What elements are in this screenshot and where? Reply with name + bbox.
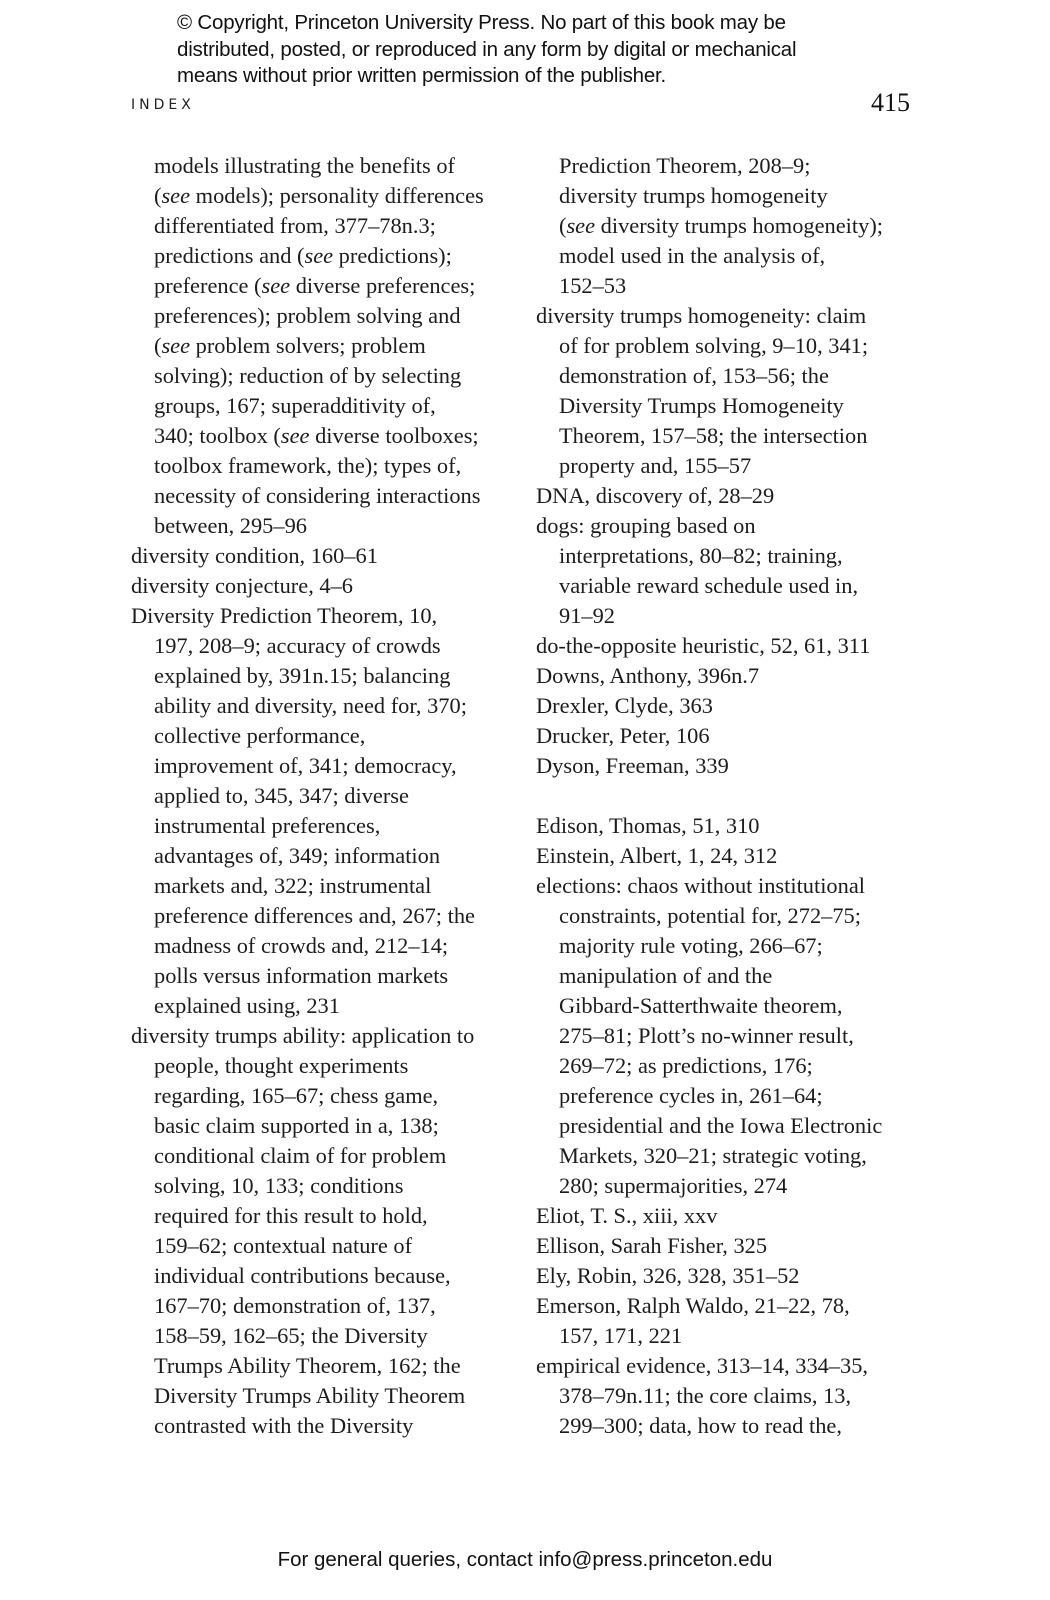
index-entry-line	[536, 301, 936, 331]
entry-text: (	[154, 183, 162, 208]
index-subentry-line	[536, 421, 936, 451]
index-subentry-line	[131, 991, 531, 1021]
index-subentry-line	[536, 601, 936, 631]
see-reference: see	[280, 423, 310, 448]
entry-text: markets and, 322; instrumental	[154, 873, 432, 898]
index-subentry-line	[536, 451, 936, 481]
index-entry-line	[536, 841, 936, 871]
entry-text: variable reward schedule used in,	[559, 573, 859, 598]
entry-text: 159–62; contextual nature of	[154, 1233, 413, 1258]
entry-text: DNA, discovery of, 28–29	[536, 483, 775, 508]
index-subentry-line	[536, 991, 936, 1021]
entry-text: necessity of considering interactions	[154, 483, 481, 508]
entry-text: 167–70; demonstration of, 137,	[154, 1293, 436, 1318]
see-reference: see	[161, 333, 191, 358]
see-reference: see	[566, 213, 596, 238]
entry-text: 152–53	[559, 273, 627, 298]
entry-text: 269–72; as predictions, 176;	[559, 1053, 813, 1078]
entry-text: models); personality differences	[190, 183, 484, 208]
entry-text: 280; supermajorities, 274	[559, 1173, 788, 1198]
index-subentry-line	[131, 361, 531, 391]
index-subentry-line	[131, 1141, 531, 1171]
index-subentry-line	[536, 1141, 936, 1171]
index-subentry-line	[536, 1171, 936, 1201]
entry-text: problem solvers; problem	[190, 333, 426, 358]
entry-text: solving, 10, 133; conditions	[154, 1173, 404, 1198]
see-reference: see	[304, 243, 334, 268]
entry-text: diversity trumps homogeneity);	[595, 213, 883, 238]
entry-text: regarding, 165–67; chess game,	[154, 1083, 439, 1108]
entry-text: explained using, 231	[154, 993, 340, 1018]
index-entry-line	[536, 811, 936, 841]
index-entry-line	[536, 1261, 936, 1291]
copyright-line: means without prior written permission of the publisher.	[177, 64, 667, 87]
index-subentry-line	[131, 271, 531, 301]
entry-text: diversity conjecture, 4–6	[131, 573, 353, 598]
page-number: 415	[871, 88, 910, 117]
entry-text: 197, 208–9; accuracy of crowds	[154, 633, 441, 658]
index-entry-line	[131, 571, 531, 601]
index-subentry-line	[131, 1111, 531, 1141]
index-subentry-line	[131, 1201, 531, 1231]
entry-text: individual contributions because,	[154, 1263, 451, 1288]
entry-text: 158–59, 162–65; the Diversity	[154, 1323, 428, 1348]
entry-text: instrumental preferences,	[154, 813, 381, 838]
entry-text: presidential and the Iowa Electronic	[559, 1113, 883, 1138]
index-subentry-line	[131, 661, 531, 691]
index-subentry-line	[131, 841, 531, 871]
entry-text: majority rule voting, 266–67;	[559, 933, 823, 958]
entry-text: 299–300; data, how to read the,	[559, 1413, 842, 1438]
index-subentry-line	[536, 901, 936, 931]
index-subentry-line	[536, 151, 936, 181]
index-subentry-line	[131, 421, 531, 451]
index-entry-line	[131, 541, 531, 571]
entry-text: toolbox framework, the); types of,	[154, 453, 462, 478]
index-subentry-line	[536, 181, 936, 211]
entry-text: Gibbard-Satterthwaite theorem,	[559, 993, 843, 1018]
entry-text: models illustrating the benefits of	[154, 153, 455, 178]
index-subentry-line	[131, 1081, 531, 1111]
entry-text: diverse toolboxes;	[309, 423, 479, 448]
index-subentry-line	[131, 871, 531, 901]
entry-text: empirical evidence, 313–14, 334–35,	[536, 1353, 869, 1378]
index-entry-line	[536, 1351, 936, 1381]
index-subentry-line	[536, 961, 936, 991]
entry-text: Diversity Prediction Theorem, 10,	[131, 603, 438, 628]
index-subentry-line	[131, 1291, 531, 1321]
entry-text: predictions);	[333, 243, 452, 268]
index-subentry-line	[536, 391, 936, 421]
index-entry-line	[536, 721, 936, 751]
entry-text: people, thought experiments	[154, 1053, 409, 1078]
entry-text: diversity trumps ability: application to	[131, 1023, 475, 1048]
entry-text: Diversity Trumps Homogeneity	[559, 393, 844, 418]
entry-text: conditional claim of for problem	[154, 1143, 447, 1168]
copyright-notice	[177, 10, 897, 90]
index-subentry-line	[131, 1171, 531, 1201]
index-subentry-line	[536, 271, 936, 301]
index-subentry-line	[131, 181, 531, 211]
entry-text: Ellison, Sarah Fisher, 325	[536, 1233, 768, 1258]
index-subentry-line	[536, 241, 936, 271]
index-entry-line	[536, 691, 936, 721]
index-column-right	[536, 151, 936, 1441]
index-subentry-line	[131, 811, 531, 841]
index-subentry-line	[536, 541, 936, 571]
index-subentry-line	[131, 721, 531, 751]
index-entry-line	[536, 481, 936, 511]
entry-text: (	[154, 333, 162, 358]
entry-text: improvement of, 341; democracy,	[154, 753, 457, 778]
index-subentry-line	[131, 331, 531, 361]
entry-text: elections: chaos without institutional	[536, 873, 865, 898]
entry-text: preference (	[154, 273, 262, 298]
entry-text: Dyson, Freeman, 339	[536, 753, 729, 778]
index-subentry-line	[131, 691, 531, 721]
index-subentry-line	[131, 1231, 531, 1261]
entry-text: basic claim supported in a, 138;	[154, 1113, 439, 1138]
entry-text: interpretations, 80–82; training,	[559, 543, 843, 568]
entry-text: ability and diversity, need for, 370;	[154, 693, 467, 718]
index-subentry-line	[131, 511, 531, 541]
entry-text: applied to, 345, 347; diverse	[154, 783, 409, 808]
entry-text: Einstein, Albert, 1, 24, 312	[536, 843, 778, 868]
entry-text: demonstration of, 153–56; the	[559, 363, 829, 388]
index-subentry-line	[536, 1321, 936, 1351]
entry-text: dogs: grouping based on	[536, 513, 756, 538]
entry-text: predictions and (	[154, 243, 305, 268]
index-column-left	[131, 151, 531, 1441]
index-entry-line	[536, 1231, 936, 1261]
copyright-line: © Copyright, Princeton University Press. No part of this book may be	[177, 11, 786, 34]
entry-text: Diversity Trumps Ability Theorem	[154, 1383, 466, 1408]
index-entry-line	[536, 871, 936, 901]
index-subentry-line	[131, 931, 531, 961]
index-subentry-line	[536, 1081, 936, 1111]
index-subentry-line	[131, 631, 531, 661]
entry-text: advantages of, 349; information	[154, 843, 441, 868]
entry-text: diverse preferences;	[290, 273, 476, 298]
entry-text: Eliot, T. S., xiii, xxv	[536, 1203, 718, 1228]
index-entry-line	[131, 601, 531, 631]
entry-text: Theorem, 157–58; the intersection	[559, 423, 868, 448]
entry-text: Drucker, Peter, 106	[536, 723, 710, 748]
index-subentry-line	[131, 481, 531, 511]
entry-text: differentiated from, 377–78n.3;	[154, 213, 436, 238]
entry-text: preference cycles in, 261–64;	[559, 1083, 823, 1108]
see-reference: see	[161, 183, 191, 208]
index-subentry-line	[131, 391, 531, 421]
index-entry-line	[536, 751, 936, 781]
index-subentry-line	[536, 361, 936, 391]
index-subentry-line	[131, 1381, 531, 1411]
index-subentry-line	[536, 331, 936, 361]
entry-text: preference differences and, 267; the	[154, 903, 475, 928]
index-subentry-line	[131, 211, 531, 241]
entry-text: manipulation of and the	[559, 963, 773, 988]
index-subentry-line	[131, 961, 531, 991]
index-subentry-line	[131, 301, 531, 331]
running-head: INDEX	[131, 97, 195, 113]
entry-text: Edison, Thomas, 51, 310	[536, 813, 760, 838]
copyright-line: distributed, posted, or reproduced in any form by digital or mechanical	[177, 37, 797, 61]
index-subentry-line	[536, 1111, 936, 1141]
entry-text: Prediction Theorem, 208–9;	[559, 153, 811, 178]
index-subentry-line	[131, 151, 531, 181]
entry-text: 157, 171, 221	[559, 1323, 683, 1348]
entry-text: 340; toolbox (	[154, 423, 281, 448]
entry-text: Markets, 320–21; strategic voting,	[559, 1143, 867, 1168]
entry-text: solving); reduction of by selecting	[154, 363, 462, 388]
entry-text: Drexler, Clyde, 363	[536, 693, 713, 718]
index-subentry-line	[536, 1411, 936, 1441]
index-subentry-line	[536, 1051, 936, 1081]
entry-text: required for this result to hold,	[154, 1203, 428, 1228]
entry-text: model used in the analysis of,	[559, 243, 826, 268]
index-subentry-line	[536, 1381, 936, 1411]
entry-text: between, 295–96	[154, 513, 307, 538]
entry-text: Downs, Anthony, 396n.7	[536, 663, 760, 688]
index-subentry-line	[131, 241, 531, 271]
entry-text: polls versus information markets	[154, 963, 449, 988]
entry-text: preferences); problem solving and	[154, 303, 461, 328]
entry-text: (	[559, 213, 567, 238]
entry-text: Ely, Robin, 326, 328, 351–52	[536, 1263, 800, 1288]
index-subentry-line	[536, 1021, 936, 1051]
entry-text: property and, 155–57	[559, 453, 752, 478]
index-subentry-line	[536, 931, 936, 961]
index-entry-line	[131, 1021, 531, 1051]
index-entry-line	[536, 661, 936, 691]
index-subentry-line	[131, 1411, 531, 1441]
footer-contact: For general queries, contact info@press.princeton.edu	[277, 1548, 773, 1571]
index-subentry-line	[131, 1261, 531, 1291]
entry-text: of for problem solving, 9–10, 341;	[559, 333, 869, 358]
letter-section-gap	[536, 781, 936, 811]
entry-text: diversity trumps homogeneity	[559, 183, 828, 208]
entry-text: Emerson, Ralph Waldo, 21–22, 78,	[536, 1293, 850, 1318]
index-entry-line	[536, 1291, 936, 1321]
entry-text: groups, 167; superadditivity of,	[154, 393, 436, 418]
entry-text: do-the-opposite heuristic, 52, 61, 311	[536, 633, 871, 658]
entry-text: diversity condition, 160–61	[131, 543, 378, 568]
entry-text: 91–92	[559, 603, 615, 628]
entry-text: explained by, 391n.15; balancing	[154, 663, 451, 688]
index-subentry-line	[131, 1321, 531, 1351]
entry-text: constraints, potential for, 272–75;	[559, 903, 861, 928]
index-entry-line	[536, 1201, 936, 1231]
index-subentry-line	[536, 211, 936, 241]
index-entry-line	[536, 631, 936, 661]
index-subentry-line	[131, 1351, 531, 1381]
index-subentry-line	[131, 781, 531, 811]
entry-text: 378–79n.11; the core claims, 13,	[559, 1383, 852, 1408]
index-subentry-line	[131, 901, 531, 931]
index-subentry-line	[131, 1051, 531, 1081]
entry-text: collective performance,	[154, 723, 366, 748]
entry-text: madness of crowds and, 212–14;	[154, 933, 449, 958]
see-reference: see	[261, 273, 291, 298]
index-entry-line	[536, 511, 936, 541]
index-subentry-line	[536, 571, 936, 601]
index-subentry-line	[131, 451, 531, 481]
index-subentry-line	[131, 751, 531, 781]
entry-text: Trumps Ability Theorem, 162; the	[154, 1353, 461, 1378]
entry-text: diversity trumps homogeneity: claim	[536, 303, 867, 328]
entry-text: contrasted with the Diversity	[154, 1413, 414, 1438]
entry-text: 275–81; Plott’s no-winner result,	[559, 1023, 854, 1048]
